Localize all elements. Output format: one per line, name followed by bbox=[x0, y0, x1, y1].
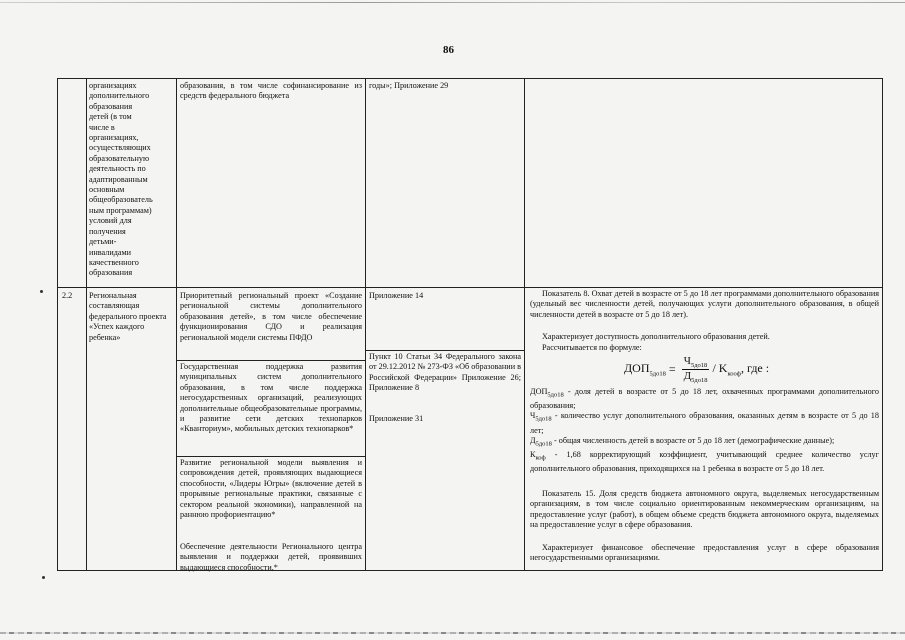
row1-name-line: деятельность по bbox=[89, 164, 146, 174]
row1-name-line: дополнительного bbox=[89, 91, 150, 101]
row2-activity-1: Приоритетный региональный проект «Создание региональной системы дополнительного образования детей», в том числе обеспечение функционирования СДО и реализация региональной модели системы ПФДО bbox=[180, 291, 362, 342]
program-table bbox=[57, 78, 883, 571]
row1-name-line: получения bbox=[89, 226, 126, 236]
row1-name-line: адаптированным bbox=[89, 174, 148, 184]
row1-name-line: основным bbox=[89, 185, 125, 195]
row2-basis-3: Приложение 31 bbox=[369, 414, 424, 423]
definition-d: $Д_{5до18}$ - общая численность детей в возрасте от 5 до 18 лет (демографические данные); bbox=[530, 435, 835, 448]
row1-name-line: детей (в том bbox=[89, 112, 132, 122]
row1-name-line: общеобразователь bbox=[89, 195, 153, 205]
row1-name-line: инвалидами bbox=[89, 247, 132, 257]
column-divider bbox=[176, 79, 177, 570]
row1-activity: образования, в том числе софинансирование из средств федерального бюджета bbox=[180, 81, 362, 101]
row2-basis-1: Приложение 14 bbox=[369, 291, 424, 300]
characterizes-financing: Характеризует финансовое обеспечение предоставления услуг в сфере образования негосударственными организациями. bbox=[530, 543, 879, 563]
row1-name-line: организациях, bbox=[89, 133, 139, 143]
scan-edge-bottom bbox=[0, 632, 905, 634]
formula-lhs: $ДОП_{5до18}$ bbox=[624, 361, 666, 378]
row1-name-line: числе в bbox=[89, 122, 115, 132]
row2-activity-2: Государственная поддержка развития муниципальных систем дополнительного образования, в том числе поддержка негосударственных организаций, реализующих дополнительные общеобразовательные программы, и развитие сети детских технопарков «Кванториум», мобильных детских технопарков* bbox=[180, 362, 362, 434]
scan-edge-top bbox=[0, 2, 905, 3]
row-divider bbox=[58, 287, 882, 288]
definition-k: $К_{коф} - 1,68$ корректирующий коэффициент, учитывающий среднее количество услуг дополнительного образования, приходящихся на 1 ребенка в возрасте от 5 до 18 лет. bbox=[530, 449, 879, 473]
scan-speck bbox=[40, 290, 43, 293]
row2-basis-2: Пункт 10 Статьи 34 Федерального закона от 29.12.2012 № 273-ФЗ «Об образовании в Российской Федерации» Приложение 26; Приложение 8 bbox=[369, 352, 521, 393]
definition-dop: $ДОП_{5до18}$ - доля детей в возрасте от 5 до 18 лет, охваченных программами дополнительного образования; bbox=[530, 387, 879, 411]
column-divider bbox=[365, 79, 366, 570]
row1-name-line: образования bbox=[89, 268, 133, 278]
page-number: 86 bbox=[443, 44, 454, 56]
definition-ch: $Ч_{5до18}$ - количество услуг дополнительного образования, оказанных детям в возрасте от 5 до 18 лет; bbox=[530, 411, 879, 435]
indicator-15-text: Показатель 15. Доля средств бюджета автономного округа, выделяемых негосударственным организациям, в том числе социально ориентированным некоммерческим организациям, на предоставление услуг (работ), в общем объеме средств бюджета автономного округа, выделяемых на предоставление услуг в сфере образования. bbox=[530, 489, 879, 530]
formula-definitions bbox=[530, 387, 879, 489]
row1-name-line: организациях bbox=[89, 81, 137, 90]
formula: $ДОП_{5до18}$ = $\frac{Ч_{5до18}}{Д_{5до18}}$ / $K_{кооф}$, где : bbox=[624, 355, 770, 385]
row1-basis: годы»; Приложение 29 bbox=[369, 81, 449, 90]
formula-coefficient: / $K_{кооф}$, где : bbox=[712, 361, 770, 378]
row2-number: 2.2 bbox=[62, 291, 73, 300]
row1-name-line: ным программам) bbox=[89, 205, 152, 215]
column-divider bbox=[524, 79, 525, 570]
row2-activity-4: Обеспечение деятельности Регионального центра выявления и поддержки детей, проявивших выдающиеся способности,* bbox=[180, 542, 362, 572]
row-divider bbox=[176, 456, 365, 457]
characterizes-availability: Характеризует доступность дополнительного образования детей. bbox=[542, 332, 770, 341]
formula-intro: Рассчитывается по формуле: bbox=[542, 343, 642, 352]
row2-activity-3: Развитие региональной модели выявления и сопровождения детей, проявляющих выдающиеся способности, «Лидеры Югры» (включение детей в прорывные региональные практики, связанные с сектором реальной экономики), направленной на раннюю профориентацию* bbox=[180, 458, 362, 520]
scan-speck bbox=[42, 576, 45, 579]
row1-name-line: осуществляющих bbox=[89, 143, 151, 153]
indicator-8-text: Показатель 8. Охват детей в возрасте от 5 до 18 лет программами дополнительного образования (удельный вес численности детей, получающих услуги дополнительного образования, в общей численности детей в возрасте от 5 до 18 лет). bbox=[530, 289, 879, 319]
row1-name-line: образования bbox=[89, 101, 133, 111]
row1-name-line: детьми- bbox=[89, 237, 117, 247]
row-divider bbox=[176, 360, 365, 361]
row1-name-line: образовательную bbox=[89, 153, 150, 163]
column-divider bbox=[86, 79, 87, 570]
row2-name: Региональная составляющая федерального проекта «Успех каждого ребенка» bbox=[89, 291, 167, 342]
row1-name-line: условий для bbox=[89, 216, 132, 226]
formula-fraction: $\frac{Ч_{5до18}}{Д_{5до18}}$ bbox=[683, 355, 708, 385]
row-divider bbox=[365, 350, 524, 351]
row1-name-line: качественного bbox=[89, 257, 139, 267]
row1-name bbox=[89, 81, 175, 286]
